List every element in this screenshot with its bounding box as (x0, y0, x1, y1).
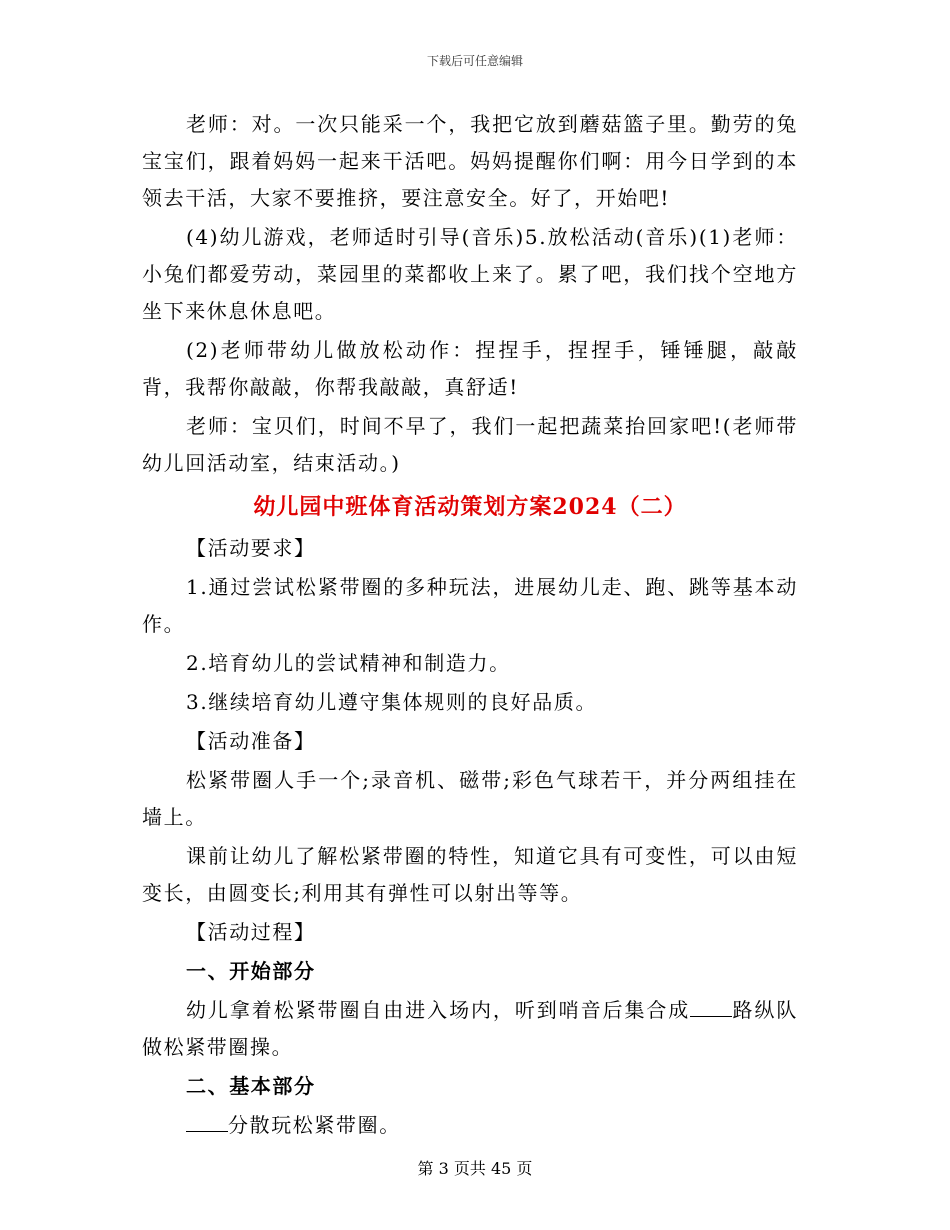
section-title: 幼儿园中班体育活动策划方案2024（二） (253, 494, 687, 520)
preparation-item-2: 课前让幼儿了解松紧带圈的特性，知道它具有可变性，可以由短变长，由圆变长;利用其有弹性可以射出等等。 (142, 844, 798, 905)
heading-basic-part: 二、基本部分 (186, 1074, 316, 1098)
paragraph-game-step-4: (4)幼儿游戏，老师适时引导(音乐)5.放松活动(音乐)(1)老师：小兔们都爱劳动，菜园里的菜都收上来了。累了吧，我们找个空地方坐下来休息休息吧。 (142, 225, 798, 323)
page-header: 下载后可任意编辑 (426, 54, 523, 68)
paragraph-teacher-dialogue-2: 老师：宝贝们，时间不早了，我们一起把蔬菜抬回家吧!(老师带幼儿回活动室，结束活动。) (142, 414, 798, 475)
document-body (142, 106, 798, 1146)
fill-in-blank (690, 998, 732, 1017)
heading-activity-process: 【活动过程】 (186, 920, 316, 944)
heading-activity-requirements: 【活动要求】 (186, 536, 316, 560)
page-footer: 第 3 页共 45 页 (417, 1159, 533, 1178)
fill-in-blank (186, 1113, 228, 1132)
start-part-text-a: 幼儿拿着松紧带圈自由进入场内，听到哨音后集合成 (186, 998, 691, 1022)
requirement-item-1: 1.通过尝试松紧带圈的多种玩法，进展幼儿走、跑、跳等基本动作。 (142, 575, 798, 636)
basic-part-text: 分散玩松紧带圈。 (228, 1113, 401, 1137)
heading-activity-preparation: 【活动准备】 (186, 729, 316, 753)
paragraph-start-part (142, 992, 798, 1066)
start-part-text-b: 路纵队做松紧带圈操。 (142, 998, 798, 1059)
paragraph-basic-part (142, 1107, 798, 1144)
preparation-item-1: 松紧带圈人手一个;录音机、磁带;彩色气球若干，并分两组挂在墙上。 (142, 768, 798, 829)
paragraph-teacher-dialogue-1: 老师：对。一次只能采一个，我把它放到蘑菇篮子里。勤劳的兔宝宝们，跟着妈妈一起来干活吧。妈妈提醒你们啊：用今日学到的本领去干活，大家不要推挤，要注意安全。好了，开始吧! (142, 112, 798, 210)
paragraph-relax-step-2: (2)老师带幼儿做放松动作：捏捏手，捏捏手，锤锤腿，敲敲背，我帮你敲敲，你帮我敲敲，真舒适! (142, 338, 798, 399)
requirement-item-3: 3.继续培育幼儿遵守集体规则的良好品质。 (186, 690, 598, 714)
heading-start-part: 一、开始部分 (186, 959, 316, 983)
requirement-item-2: 2.培育幼儿的尝试精神和制造力。 (186, 651, 511, 675)
